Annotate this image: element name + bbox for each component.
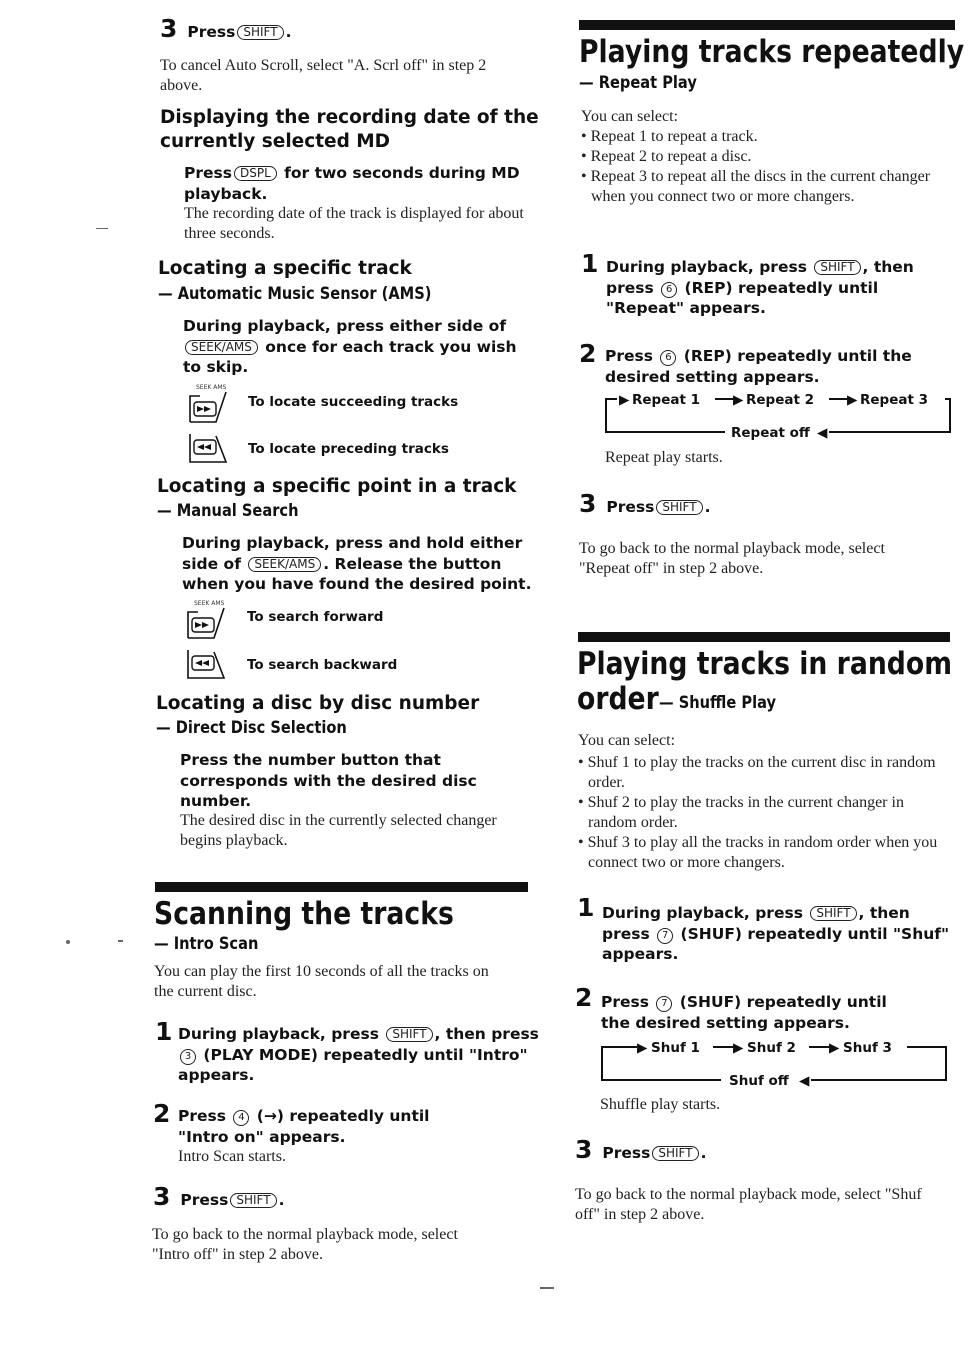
- margin-mark: [66, 940, 70, 944]
- cycle-item: Shuf 1: [651, 1040, 700, 1056]
- step-number: 1: [581, 249, 599, 278]
- search-forward-icon: [184, 604, 226, 640]
- step-number: 2: [153, 1099, 171, 1128]
- list-item: • Shuf 2 to play the tracks in the current changer in random order.: [578, 793, 938, 833]
- repeat-step-1: During playback, press SHIFT , then press 6 (REP) repeatedly until "Repeat" appears.: [606, 258, 914, 317]
- arrow-right-icon: ▶: [733, 1040, 744, 1056]
- number-button: 7: [656, 996, 672, 1012]
- seek-ams-icon-caption: SEEK AMS: [194, 600, 225, 607]
- section-title-shuffle: Playing tracks in random: [577, 646, 952, 682]
- number-button: 6: [660, 350, 676, 366]
- arrow-right-icon: ▶: [637, 1040, 648, 1056]
- intro-scan-starts: Intro Scan starts.: [178, 1148, 286, 1165]
- cycle-item: Repeat 2: [746, 392, 815, 408]
- seek-backward-icon: [186, 430, 228, 466]
- locate-track-instruction: During playback, press either side of SEEK/AMS once for each track you wish to skip.: [183, 317, 517, 376]
- step-number: 3: [579, 489, 597, 518]
- section-heading-locate-disc: Locating a disc by disc number: [156, 693, 480, 714]
- cycle-item: Repeat 1: [632, 392, 701, 408]
- shift-key: SHIFT: [814, 260, 860, 275]
- section-rule: [155, 882, 528, 892]
- step-number: 2: [579, 339, 597, 368]
- list-item: • Shuf 1 to play the tracks on the current disc in random order.: [578, 753, 938, 793]
- step-number: 3: [153, 1182, 171, 1211]
- locate-point-instruction: During playback, press and hold either side of SEEK/AMS . Release the button when you have found the desired point.: [182, 534, 532, 593]
- step-number: 1: [577, 893, 595, 922]
- repeat-subtitle: — Repeat Play: [579, 73, 697, 93]
- icon-label-search-backward: To search backward: [247, 657, 398, 673]
- arrow-right-icon: ▶: [733, 392, 744, 408]
- shuffle-back-text: To go back to the normal playback mode, select "Shuf off" in step 2 above.: [575, 1186, 922, 1223]
- locate-disc-subtitle: — Direct Disc Selection: [156, 718, 347, 738]
- arrow-right-icon: ▶: [847, 392, 858, 408]
- shift-key: SHIFT: [237, 25, 283, 40]
- section-heading-locate-track: Locating a specific track: [158, 258, 412, 279]
- scanning-back-text: To go back to the normal playback mode, select "Intro off" in step 2 above.: [152, 1226, 458, 1263]
- scanning-step-3: 3 Press SHIFT .: [153, 1182, 285, 1211]
- repeat-back-text: To go back to the normal playback mode, select "Repeat off" in step 2 above.: [579, 540, 885, 577]
- scanning-subtitle: — Intro Scan: [154, 934, 259, 954]
- section-heading-recording-date: Displaying the recording date of the currently selected MD: [160, 107, 539, 152]
- shift-key: SHIFT: [656, 500, 702, 515]
- cycle-item: Shuf 2: [747, 1040, 796, 1056]
- locate-track-subtitle: — Automatic Music Sensor (AMS): [158, 284, 432, 304]
- margin-mark: [118, 940, 123, 942]
- step-number: 2: [575, 983, 593, 1012]
- section-title-shuffle-line-2: order: [577, 681, 659, 717]
- number-button: 7: [657, 928, 673, 944]
- repeat-play-starts: Repeat play starts.: [605, 449, 723, 466]
- dspl-key: DSPL: [234, 166, 277, 181]
- icon-label-search-forward: To search forward: [247, 609, 384, 625]
- section-title-scanning: Scanning the tracks: [154, 896, 454, 932]
- scanning-intro: You can play the first 10 seconds of all the tracks on the current disc.: [154, 963, 489, 1000]
- cycle-item: Shuf 3: [843, 1040, 892, 1056]
- seek-ams-key: SEEK/AMS: [248, 557, 321, 572]
- locate-disc-body: The desired disc in the currently selected changer begins playback.: [180, 812, 497, 849]
- step-text: Press: [187, 23, 236, 41]
- shuffle-step-2: Press 7 (SHUF) repeatedly until the desired setting appears.: [601, 993, 887, 1032]
- shift-key: SHIFT: [652, 1146, 698, 1161]
- arrow-left-icon: ◀: [799, 1073, 810, 1089]
- list-item: • Repeat 1 to repeat a track.: [581, 127, 951, 147]
- shuffle-you-can-select: You can select:: [578, 732, 676, 749]
- shift-key: SHIFT: [810, 906, 856, 921]
- seek-ams-key: SEEK/AMS: [185, 340, 258, 355]
- repeat-step-2: Press 6 (REP) repeatedly until the desired setting appears.: [605, 347, 912, 386]
- cycle-item: Shuf off: [729, 1073, 789, 1089]
- cancel-auto-scroll-text: To cancel Auto Scroll, select "A. Scrl off" in step 2 above.: [160, 57, 487, 94]
- section-heading-locate-point: Locating a specific point in a track: [157, 476, 517, 497]
- number-button: 6: [661, 282, 677, 298]
- section-rule: [578, 632, 950, 642]
- shuffle-cycle-diagram: [601, 1040, 951, 1090]
- step-number: 1: [155, 1017, 173, 1046]
- repeat-options-list: [581, 127, 951, 207]
- arrow-left-icon: ◀: [817, 425, 828, 441]
- list-item: • Repeat 3 to repeat all the discs in the current changer when you connect two or more changers.: [581, 167, 951, 207]
- section-title-repeat: Playing tracks repeatedly: [579, 34, 965, 70]
- shuffle-step-3: 3 Press SHIFT .: [575, 1135, 707, 1164]
- scanning-step-1: During playback, press SHIFT , then press 3 (PLAY MODE) repeatedly until "Intro" appears.: [178, 1025, 539, 1084]
- shift-key: SHIFT: [386, 1027, 432, 1042]
- list-item: • Repeat 2 to repeat a disc.: [581, 147, 951, 167]
- shuffle-options-list: [578, 753, 938, 873]
- repeat-step-3: 3 Press SHIFT .: [579, 489, 711, 518]
- recording-date-instruction: Press DSPL for two seconds during MD playback.: [184, 164, 520, 203]
- list-item: • Shuf 3 to play all the tracks in random order when you connect two or more changers.: [578, 833, 938, 873]
- section-rule: [579, 20, 955, 30]
- repeat-cycle-diagram: [605, 392, 955, 442]
- icon-label-preceding: To locate preceding tracks: [248, 441, 449, 457]
- shift-key: SHIFT: [230, 1193, 276, 1208]
- shuffle-step-1: During playback, press SHIFT , then press 7 (SHUF) repeatedly until "Shuf" appears.: [602, 904, 950, 963]
- step-number: 3: [160, 14, 178, 43]
- repeat-you-can-select: You can select:: [581, 108, 679, 125]
- arrow-right-icon: ▶: [829, 1040, 840, 1056]
- step-number: 3: [575, 1135, 593, 1164]
- margin-mark: [96, 228, 108, 229]
- number-button: 3: [180, 1049, 196, 1065]
- cycle-item: Repeat 3: [860, 392, 929, 408]
- locate-point-subtitle: — Manual Search: [157, 501, 299, 521]
- cycle-item: Repeat off: [731, 425, 810, 441]
- shuffle-subtitle: — Shuffle Play: [659, 693, 777, 713]
- icon-label-succeeding: To locate succeeding tracks: [248, 394, 459, 410]
- seek-ams-icon-caption: SEEK AMS: [196, 384, 227, 391]
- margin-mark: [540, 1287, 554, 1289]
- search-backward-icon: [184, 646, 226, 682]
- shuffle-play-starts: Shuffle play starts.: [600, 1096, 721, 1113]
- step-3-top: 3 Press SHIFT .: [160, 14, 292, 43]
- arrow-right-icon: ▶: [619, 392, 630, 408]
- locate-disc-instruction: Press the number button that corresponds with the desired disc number.: [180, 751, 477, 810]
- number-button: 4: [233, 1110, 249, 1126]
- recording-date-body: The recording date of the track is displayed for about three seconds.: [184, 205, 524, 242]
- seek-forward-icon: [186, 388, 228, 424]
- scanning-step-2: Press 4 (→) repeatedly until "Intro on" appears.: [178, 1107, 430, 1146]
